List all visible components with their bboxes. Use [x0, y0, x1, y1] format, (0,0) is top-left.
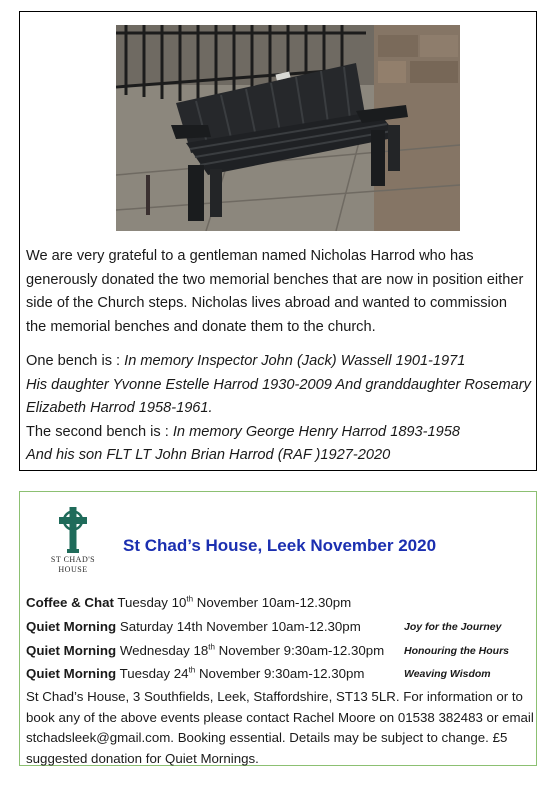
bench-photo: [116, 25, 460, 231]
logo-text-line2: HOUSE: [58, 565, 88, 574]
bench-article: [19, 11, 537, 471]
bench2-line2: And his son FLT LT John Brian Harrod (RAF )1927-2020: [26, 447, 391, 464]
event-theme-2: Honouring the Hours: [404, 645, 509, 657]
st-chads-house-logo: [37, 505, 109, 577]
contact-info: St Chad’s House, 3 Southfields, Leek, Staffordshire, ST13 5LR. For information or to book any of the above events please contact Rachel Moore on 01538 382483 or email stchadsleek@gmail.com. Booking essential. Details may be subject to change. £5 suggested donation for Quiet Mornings.: [26, 689, 534, 766]
donation-paragraph: We are very grateful to a gentleman named Nicholas Harrod who has generously donated the two memorial benches that are now in position either side of the Church steps. Nicholas lives abroad and wanted to commission the memorial benches and donate them to the church.: [26, 248, 524, 335]
bench1-line2: His daughter Yvonne Estelle Harrod 1930-2009 And granddaughter Rosemary: [26, 376, 531, 393]
bench-photo-illustration: [116, 25, 460, 231]
logo-text-line1: ST CHAD'S: [50, 555, 96, 564]
bench1-line3: Elizabeth Harrod 1958-1961.: [26, 400, 213, 417]
event-quiet-morning-2: Quiet Morning Wednesday 18th November 9:30am-12.30pm: [26, 642, 385, 658]
event-coffee-chat: Coffee & Chat Tuesday 10th November 10am-12.30pm: [26, 594, 352, 610]
bench1-line1: One bench is : In memory Inspector John (Jack) Wassell 1901-1971: [26, 353, 466, 369]
bench-inscriptions: [26, 350, 536, 468]
event-quiet-morning-3: Quiet Morning Tuesday 24th November 9:30am-12.30pm: [26, 665, 365, 681]
notice-title: St Chad’s House, Leek November 2020: [123, 536, 437, 555]
event-theme-3: Weaving Wisdom: [404, 668, 491, 680]
event-quiet-morning-1: Quiet Morning Saturday 14th November 10am-12.30pm: [26, 619, 361, 634]
bench2-line1: The second bench is : In memory George Henry Harrod 1893-1958: [26, 423, 460, 440]
event-theme-1: Joy for the Journey: [404, 621, 502, 633]
celtic-cross-icon: [37, 505, 109, 555]
st-chads-house-notice: [19, 491, 537, 766]
